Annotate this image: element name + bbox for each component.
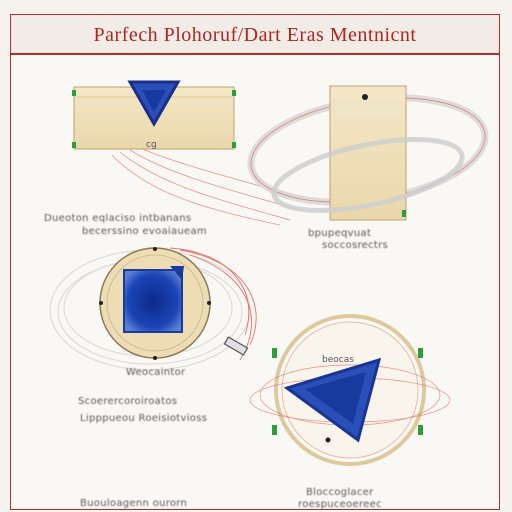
caption-mid-right-line2: roespuceoereec [298, 499, 382, 510]
panel-top-right [244, 84, 492, 224]
pin-marker-icon [272, 348, 277, 358]
caption-mid-left-line3: Lipppueou Roeisiotvioss [80, 413, 208, 424]
pin-marker-icon [418, 348, 423, 358]
mark-label-top-left: cg [146, 140, 157, 150]
pin-marker-icon [272, 425, 277, 435]
panel-mid-right [250, 316, 450, 464]
caption-bottom-left-line1: Buouloagenn ourorn [80, 498, 188, 509]
slider-handle-icon [224, 337, 247, 355]
caption-top-right-line1: bpupeqvuat [308, 228, 372, 239]
pin-marker-icon [402, 210, 406, 217]
inner-label-mid-right: beocas [322, 355, 354, 365]
pin-marker-icon [72, 142, 76, 148]
caption-mid-left-line2: Scoerercoroiroatos [78, 396, 178, 407]
caption-mid-left-line1: Weocaintor [126, 367, 186, 378]
caption-top-right-line2: soccosrectrs [322, 240, 389, 251]
pin-marker-icon [232, 90, 236, 96]
panel-mid-left [50, 247, 256, 370]
pin-marker-icon [232, 142, 236, 148]
square-glyph-icon [124, 270, 182, 332]
panel-top-left [72, 82, 310, 225]
pin-marker-icon [72, 90, 76, 96]
caption-mid-right-line1: Bloccoglacer [306, 487, 374, 498]
pin-marker-icon [418, 425, 423, 435]
caption-top-left-line2: becerssino evoaiaueam [82, 226, 207, 237]
page-title: Parfech Plohoruf/Dart Eras Mentnicnt [93, 24, 417, 46]
caption-top-left-line1: Dueoton eqlaciso intbanans [44, 213, 192, 224]
